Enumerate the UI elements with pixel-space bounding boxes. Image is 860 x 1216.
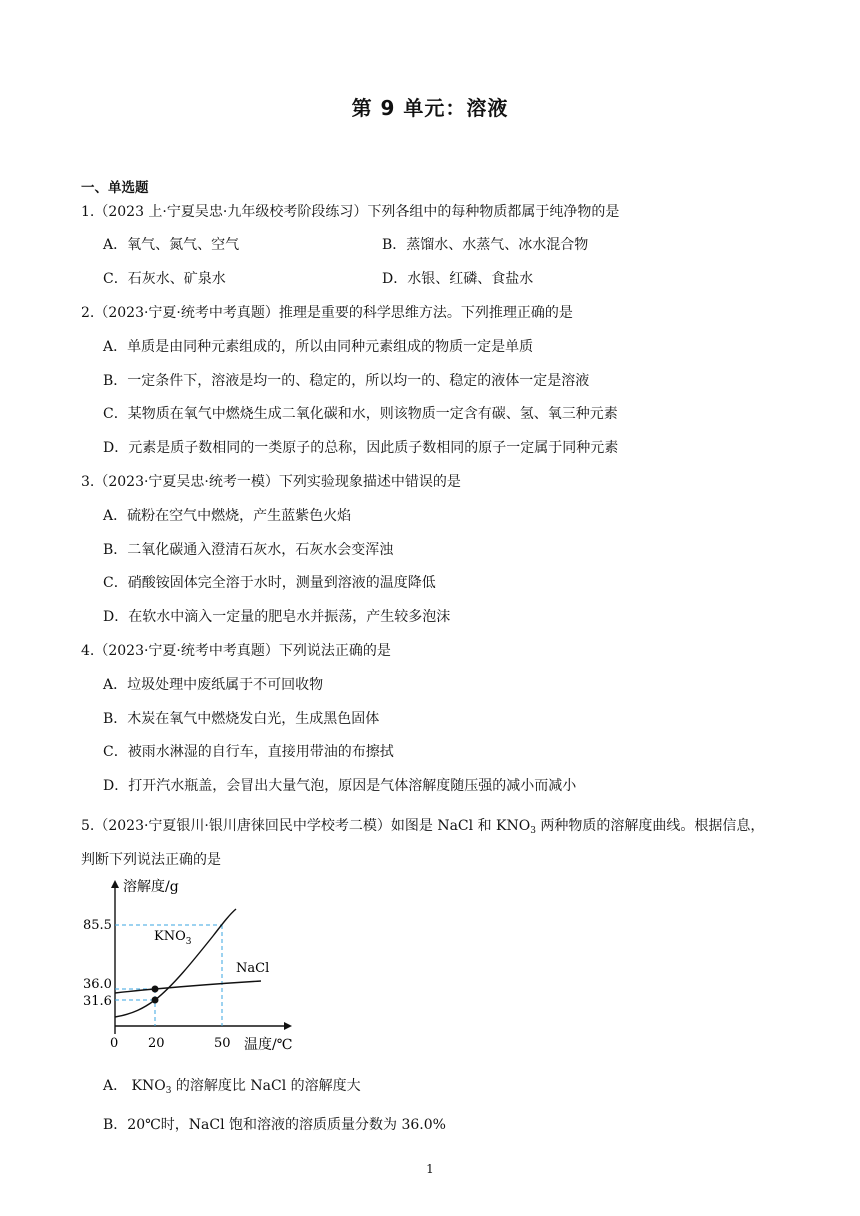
point-31-6 [152, 997, 159, 1004]
question-4-stem: 4.（2023·宁夏·统考中考真题）下列说法正确的是 [81, 643, 391, 659]
question-5-option-a-part1: A． KNO [103, 1078, 166, 1094]
question-1-option-b: B．蒸馏水、水蒸气、冰水混合物 [382, 237, 589, 253]
question-5-stem [81, 817, 764, 835]
question-5-stem-part1: 5.（2023·宁夏银川·银川唐徕回民中学校考二模）如图是 NaCl 和 KNO [81, 818, 531, 834]
question-5-stem-line2: 判断下列说法正确的是 [81, 852, 221, 868]
question-2-stem: 2.（2023·宁夏·统考中考真题）推理是重要的科学思维方法。下列推理正确的是 [81, 305, 573, 321]
question-1-option-a: A．氧气、氮气、空气 [103, 237, 240, 253]
question-3-option-b: B．二氧化碳通入澄清石灰水，石灰水会变浑浊 [103, 542, 394, 558]
x-tick-0: 0 [110, 1036, 119, 1051]
y-tick-36-0: 36.0 [83, 977, 112, 992]
question-5-stem-subscript: 3 [530, 826, 536, 836]
x-axis-arrow [284, 1022, 292, 1030]
y-tick-31-6: 31.6 [83, 994, 112, 1009]
x-axis-label: 温度/℃ [244, 1037, 293, 1053]
question-5-option-b: B．20℃时，NaCl 饱和溶液的溶质质量分数为 36.0% [103, 1117, 446, 1133]
question-3-stem: 3.（2023·宁夏吴忠·统考一模）下列实验现象描述中错误的是 [81, 474, 461, 490]
question-5-option-a-subscript: 3 [165, 1086, 172, 1096]
question-1-option-c: C．石灰水、矿泉水 [103, 271, 226, 287]
question-3-option-c: C．硝酸铵固体完全溶于水时，测量到溶液的温度降低 [103, 575, 436, 591]
question-5-option-a-part2: 的溶解度比 NaCl 的溶解度大 [171, 1078, 361, 1094]
question-2-option-c: C．某物质在氧气中燃烧生成二氧化碳和水，则该物质一定含有碳、氢、氧三种元素 [103, 406, 618, 422]
question-5-option-a [103, 1077, 361, 1095]
solubility-chart [78, 876, 308, 1056]
kno3-label-main: KNO [154, 929, 186, 944]
question-4-option-a: A．垃圾处理中废纸属于不可回收物 [103, 677, 324, 693]
nacl-label: NaCl [236, 961, 270, 976]
x-tick-20: 20 [148, 1036, 165, 1051]
question-2-option-b: B．一定条件下，溶液是均一的、稳定的，所以均一的、稳定的液体一定是溶液 [103, 373, 590, 389]
kno3-label-sub: 3 [185, 937, 192, 947]
question-3-option-a: A．硫粉在空气中燃烧，产生蓝紫色火焰 [103, 508, 352, 524]
y-axis-label: 溶解度/g [123, 879, 179, 895]
kno3-curve [115, 909, 236, 1017]
question-2-option-a: A．单质是由同种元素组成的，所以由同种元素组成的物质一定是单质 [103, 339, 534, 355]
y-axis-arrow [111, 880, 119, 888]
question-5-stem-part2: 两种物质的溶解度曲线。根据信息， [535, 818, 765, 834]
question-4-option-c: C．被雨水淋湿的自行车，直接用带油的布擦拭 [103, 744, 394, 760]
x-tick-50: 50 [214, 1036, 231, 1051]
page-number: 1 [426, 1162, 434, 1176]
y-tick-85-5: 85.5 [83, 918, 112, 933]
page-title: 第 9 单元：溶液 [351, 96, 509, 120]
question-1-option-d: D．水银、红磷、食盐水 [382, 271, 534, 287]
point-36-0 [152, 986, 159, 993]
question-4-option-d: D．打开汽水瓶盖，会冒出大量气泡，原因是气体溶解度随压强的减小而减小 [103, 778, 577, 794]
question-2-option-d: D．元素是质子数相同的一类原子的总称，因此质子数相同的原子一定属于同种元素 [103, 440, 619, 456]
question-3-option-d: D．在软水中滴入一定量的肥皂水并振荡，产生较多泡沫 [103, 609, 451, 625]
kno3-label [154, 929, 192, 947]
section-heading: 一、单选题 [81, 180, 149, 196]
question-4-option-b: B．木炭在氧气中燃烧发白光，生成黑色固体 [103, 711, 380, 727]
nacl-curve [115, 981, 261, 993]
question-1-stem: 1.（2023 上·宁夏吴忠·九年级校考阶段练习）下列各组中的每种物质都属于纯净物的是 [81, 204, 620, 220]
